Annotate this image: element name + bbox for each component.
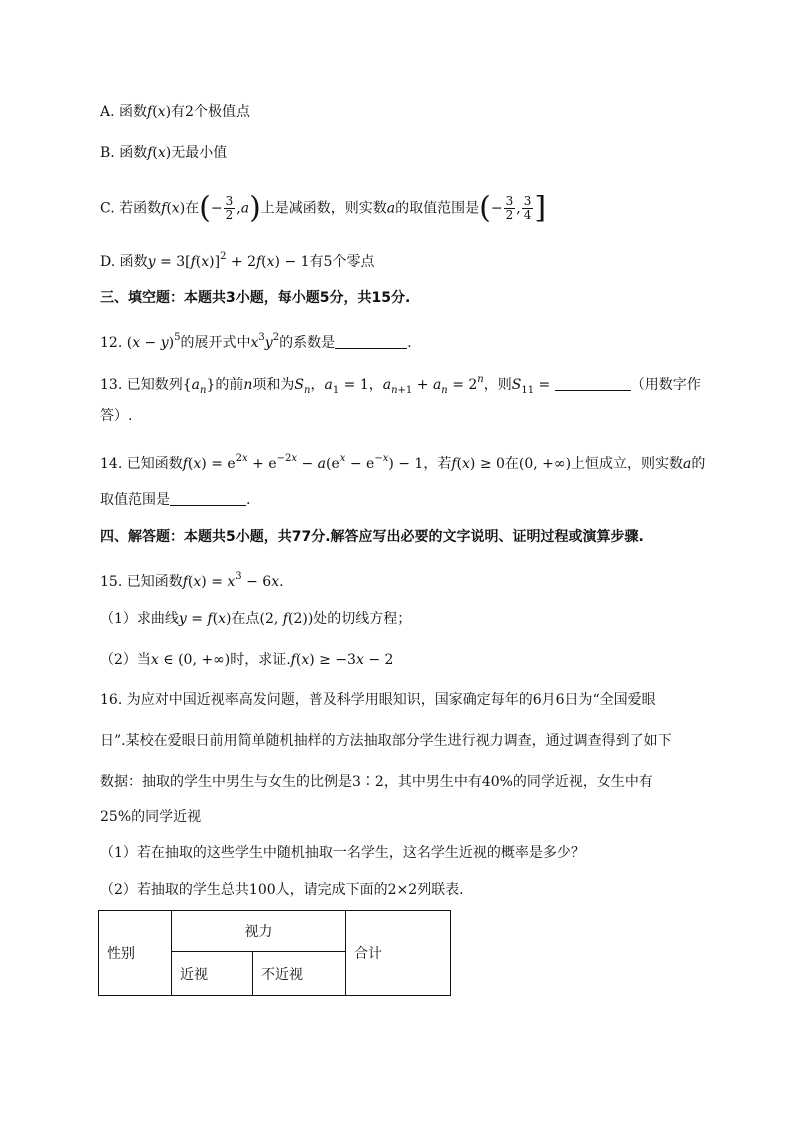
question-16-line-4: 25%的同学近视 (100, 809, 202, 825)
option-c: C. 若函数f(x)在(− $\frac{3}{2}$ ,a)上是减函数，则实数a的取值范围是(− $\frac{3}{2}$ , $\frac{3}{4}$ ] (100, 190, 547, 226)
question-15-part-2: （2）当x ∈ (0, +∞)时，求证.f(x) ≥ −3x − 2 (100, 652, 394, 668)
question-16-line-3: 数据：抽取的学生中男生与女生的比例是3∶2，其中男生中有40%的同学近视，女生中有 (100, 774, 653, 790)
option-a: A. 函数f(x)有2个极值点 (100, 104, 250, 120)
question-13-cont: 答）. (100, 408, 133, 424)
question-16-part-1: （1）若在抽取的这些学生中随机抽取一名学生，这名学生近视的概率是多少？ (100, 845, 585, 861)
question-14: 14. 已知函数$f(x) = e^{2x} + e^{-2x} - a(e^x - e^{-x}) - 1$，若f(x) ≥ 0在(0, +∞)上恒成立，则实数a的 (100, 453, 706, 472)
section-3-heading: 三、填空题：本题共3小题，每小题5分，共15分. (100, 290, 411, 306)
table-header-total: 合计 (346, 911, 451, 996)
table-header-gender: 性别 (99, 911, 172, 996)
section-4-heading: 四、解答题：本题共5小题，共77分.解答应写出必要的文字说明、证明过程或演算步骤. (100, 529, 644, 545)
question-15-part-1: （1）求曲线y = f(x)在点(2, f(2))处的切线方程； (100, 611, 412, 627)
option-d: D. 函数$y = 3[f(x)]^2 + 2f(x) - 1$有5个零点 (100, 251, 375, 270)
question-12: 12. $(x - y)^5$的展开式中$x^3y^2$的系数是 . (100, 332, 412, 351)
table-header-myopic: 近视 (172, 952, 253, 996)
contingency-table (98, 910, 451, 996)
question-13: 13. 已知数列$\{a_n\}$的前n项和为$S_n$，$a_1 = 1$，$a_{n+1} + a_n = 2^n$，则$S_{11}$ = （用数字作 (100, 374, 701, 396)
question-15: 15. 已知函数$f(x) = x^3 - 6x$. (100, 571, 284, 590)
question-16-line-2: 日”.某校在爱眼日前用简单随机抽样的方法抽取部分学生进行视力调查，通过调查得到了如下 (100, 733, 672, 749)
table-header-vision: 视力 (172, 911, 346, 952)
question-16-part-2: （2）若抽取的学生总共100人，请完成下面的2×2列联表. (100, 882, 464, 898)
question-16-line-1: 16. 为应对中国近视率高发问题，普及科学用眼知识，国家确定每年的6月6日为“全国爱眼 (100, 692, 656, 708)
question-14-cont: 取值范围是 . (100, 492, 251, 508)
table-header-not-myopic: 不近视 (253, 952, 346, 996)
option-b: B. 函数f(x)无最小值 (100, 145, 228, 161)
